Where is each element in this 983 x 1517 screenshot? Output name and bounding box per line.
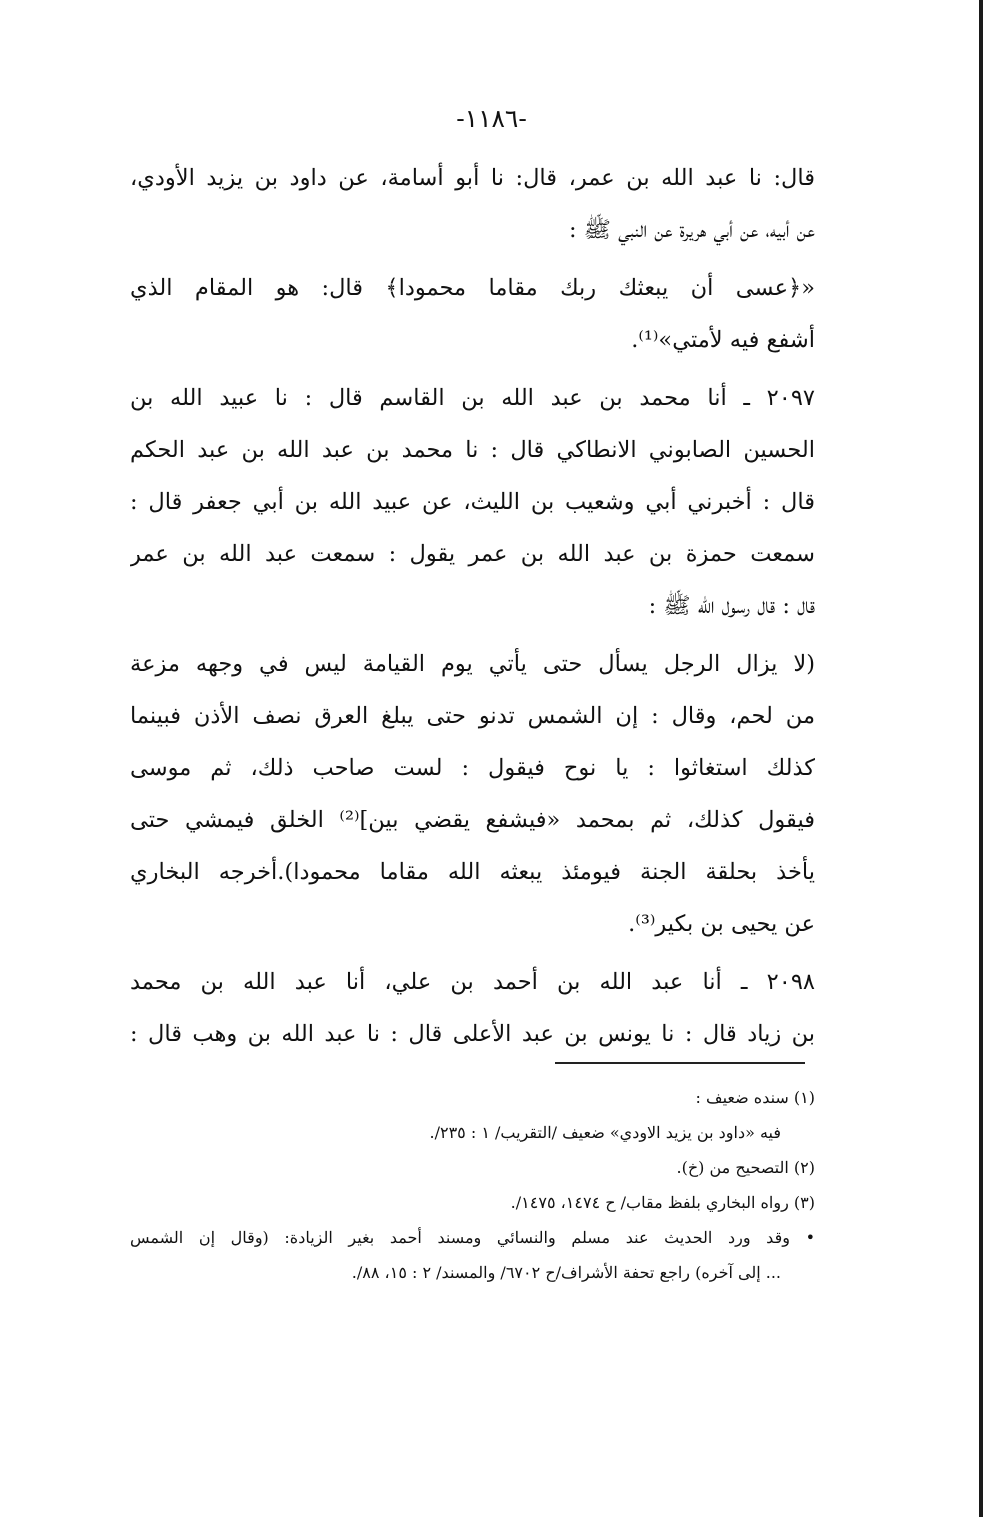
main-text bbox=[130, 152, 815, 1060]
footnote-1: (١) سنده ضعيف : bbox=[695, 1088, 815, 1107]
paragraph-hadith-maqam bbox=[130, 262, 815, 366]
text-line: قال : أخبرني أبي وشعيب بن الليث، عن عبيد الله بن أبي جعفر قال : bbox=[130, 489, 815, 515]
text-line: عن أبيه، عن أبي هريرة عن النبي ﷺ : bbox=[569, 217, 815, 243]
text-line: فيقول كذلك، ثم بمحمد «فيشفع يقضي بين]⁽²⁾ الخلق فيمشي حتى bbox=[130, 807, 815, 833]
text-line: قال : قال رسول الله ﷺ : bbox=[648, 593, 815, 619]
footnotes bbox=[130, 1080, 815, 1290]
footnote-2: (٢) التصحيح من (خ). bbox=[676, 1158, 815, 1177]
text-line: سمعت حمزة بن عبد الله بن عمر يقول : سمعت عبد الله بن عمر bbox=[130, 541, 815, 567]
footnote-note-continued: ... إلى آخره) راجع تحفة الأشراف/ح ٦٧٠٢/ والمسند/ ٢ : ١٥، ٨٨/. bbox=[351, 1263, 781, 1282]
text-line: (لا يزال الرجل يسأل حتى يأتي يوم القيامة ليس في وجهه مزعة bbox=[130, 651, 815, 677]
text-line: ٢٠٩٨ ـ أنا عبد الله بن أحمد بن علي، أنا عبد الله بن محمد bbox=[130, 969, 815, 995]
text-line: بن زياد قال : نا يونس بن عبد الأعلى قال : نا عبد الله بن وهب قال : bbox=[130, 1021, 815, 1047]
text-line: يأخذ بحلقة الجنة فيومئذ يبعثه الله مقاما محمودا).أخرجه البخاري bbox=[130, 859, 815, 885]
paragraph-hadith-2098 bbox=[130, 956, 815, 1060]
text-line: ٢٠٩٧ ـ أنا محمد بن عبد الله بن القاسم قال : نا عبيد الله بن bbox=[130, 385, 815, 411]
text-line: من لحم، وقال : إن الشمس تدنو حتى يبلغ العرق نصف الأذن فبينما bbox=[130, 703, 815, 729]
paragraph-isnad-intro bbox=[130, 152, 815, 256]
footnote-3: (٣) رواه البخاري بلفظ مقاب/ ح ١٤٧٤، ١٤٧٥/. bbox=[510, 1193, 815, 1212]
paragraph-hadith-matn bbox=[130, 638, 815, 950]
text-line: كذلك استغاثوا : يا نوح فيقول : لست صاحب ذلك، ثم موسى bbox=[130, 755, 815, 781]
footnote-1-detail: فيه «داود بن يزيد الاودي» ضعيف /التقريب/ ١ : ٢٣٥/. bbox=[429, 1123, 781, 1142]
text-line: عن يحيى بن بكير⁽³⁾. bbox=[628, 911, 815, 937]
paragraph-hadith-2097 bbox=[130, 372, 815, 632]
footnote-note: • وقد ورد الحديث عند مسلم والنسائي ومسند أحمد بغير الزيادة: (وقال إن الشمس bbox=[130, 1228, 815, 1247]
page-edge-border bbox=[979, 0, 983, 1517]
text-line: الحسين الصابوني الانطاكي قال : نا محمد بن عبد الله بن عبد الحكم bbox=[130, 437, 815, 463]
text-line: «﴿عسى أن يبعثك ربك مقاما محمودا﴾ قال: هو المقام الذي bbox=[130, 275, 815, 301]
footnote-divider bbox=[555, 1062, 805, 1064]
text-line: قال: نا عبد الله بن عمر، قال: نا أبو أسامة، عن داود بن يزيد الأودي، bbox=[130, 165, 815, 191]
text-line: أشفع فيه لأمتي»⁽¹⁾. bbox=[631, 327, 815, 353]
page-number: -١١٨٦- bbox=[456, 104, 527, 133]
